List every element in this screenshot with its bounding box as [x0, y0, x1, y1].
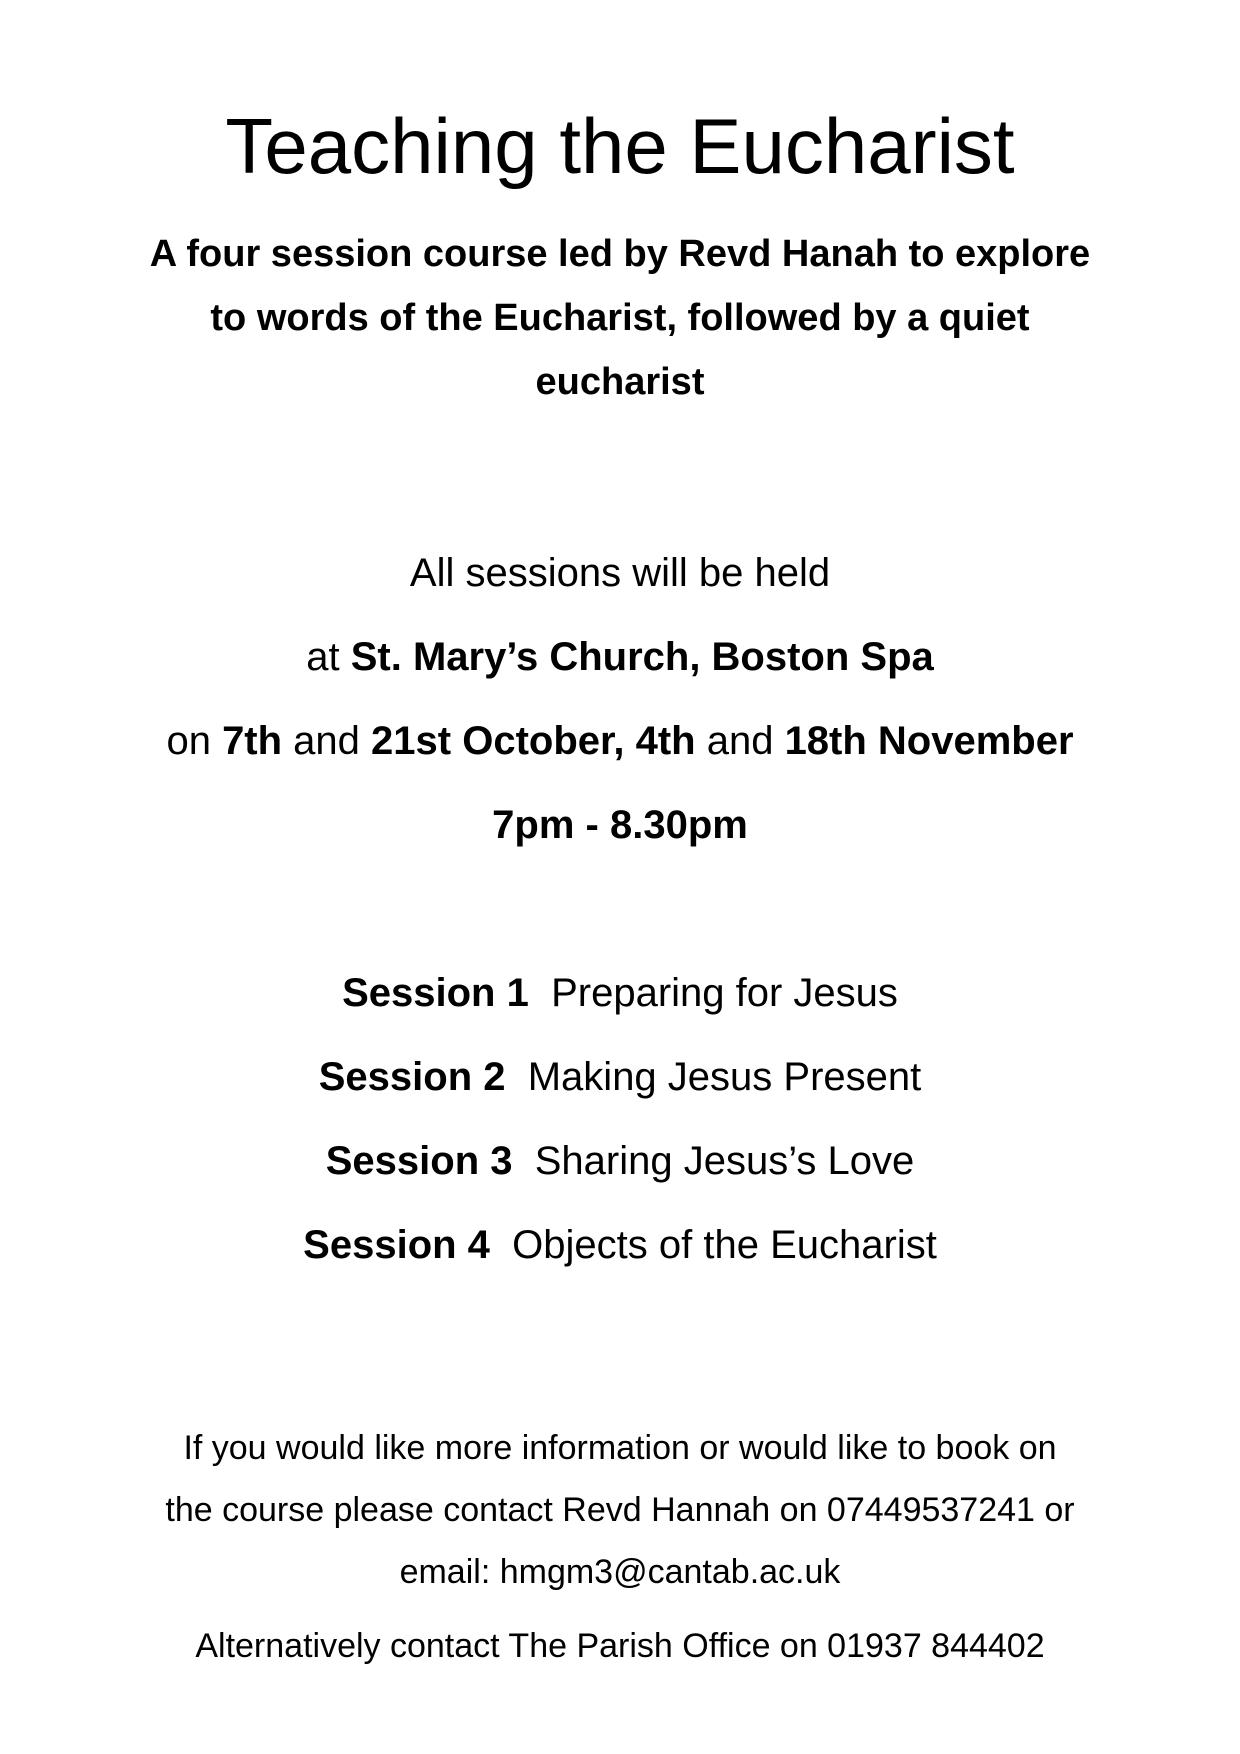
dates-on: on [166, 719, 223, 763]
session-item-4 [0, 1220, 1240, 1270]
date-3: 18th November [784, 719, 1074, 763]
dates-and-1: and [282, 719, 372, 763]
contact-parish-office-line: Alternatively contact The Parish Office on 01937 844402 [195, 1627, 1045, 1665]
session-topic: Objects of the Eucharist [512, 1223, 937, 1267]
venue-intro: All sessions will be held [409, 551, 831, 595]
location-name: St. Mary’s Church, Boston Spa [350, 635, 934, 679]
page-title: Teaching the Eucharist [225, 102, 1015, 190]
dates-and-2: and [695, 719, 785, 763]
contact-line-2: the course please contact Revd Hannah on 07449537241 or [165, 1491, 1075, 1529]
venue-dates-line [0, 716, 1240, 766]
subtitle-line-3: eucharist [535, 361, 705, 403]
session-topic: Sharing Jesus’s Love [534, 1139, 915, 1183]
subtitle-line-1: A four session course led by Revd Hanah to explore [149, 233, 1091, 275]
session-label: Session 1 [342, 971, 529, 1015]
subtitle-line-2: to words of the Eucharist, followed by a quiet [210, 297, 1030, 339]
date-2: 21st October, 4th [371, 719, 696, 763]
session-item-1 [0, 968, 1240, 1018]
session-label: Session 3 [325, 1139, 513, 1183]
session-topic: Preparing for Jesus [551, 971, 898, 1015]
session-label: Session 4 [303, 1223, 490, 1267]
session-topic: Making Jesus Present [527, 1055, 922, 1099]
session-label: Session 2 [318, 1055, 506, 1099]
location-prefix: at [306, 635, 351, 679]
session-time: 7pm - 8.30pm [492, 803, 748, 847]
contact-email-line: email: hmgm3@cantab.ac.uk [399, 1553, 841, 1591]
session-item-3 [0, 1136, 1240, 1186]
contact-line-1: If you would like more information or would like to book on [183, 1429, 1057, 1467]
venue-location-line [0, 632, 1240, 682]
session-item-2 [0, 1052, 1240, 1102]
date-1: 7th [222, 719, 283, 763]
